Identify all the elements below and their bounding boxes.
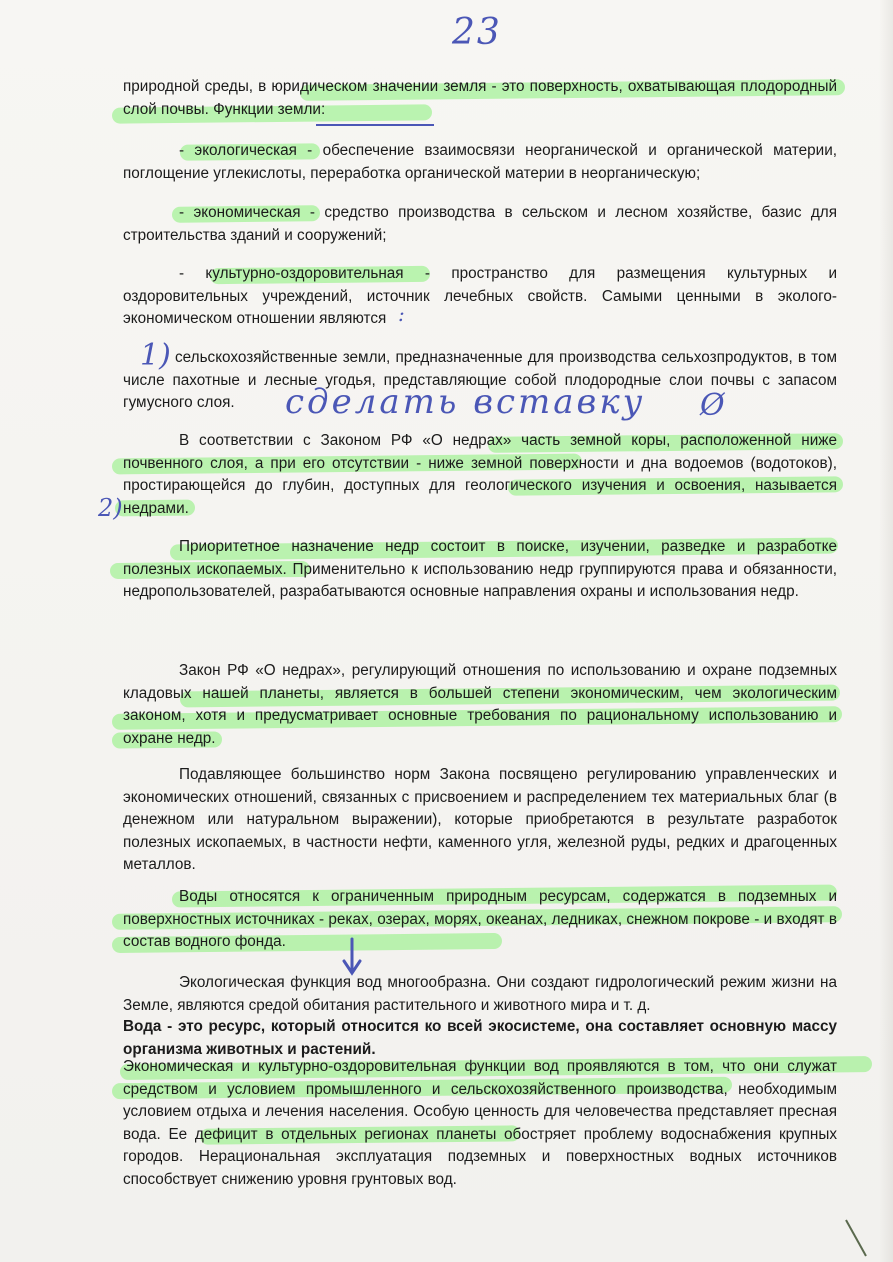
paragraph-cultural-function: - культурно-оздоровительная - пространство для размещения культурных и оздоровительных учреждений, источник лечебных свойств. Самыми ценными в эколого-экономическом отношении являются: [123, 265, 837, 328]
handwritten-number-1: 1): [140, 338, 171, 373]
pen-stroke-icon: [842, 1218, 872, 1258]
paragraph-subsoil-definition: В соответствии с Законом РФ «О недрах» часть земной коры, расположенной ниже почвенного слоя, а при его отсутствии - ниже земной поверхности и дна водоемов (водотоков), простирающейся до глубин, доступных для геологического изучения и освоения, называется недрами.: [123, 432, 837, 517]
paragraph-economic-function: - экономическая - средство производства в сельском и лесном хозяйстве, базис для строительства зданий и сооружений;: [123, 204, 837, 244]
handwritten-page-number: 23: [452, 12, 502, 53]
handwritten-number-2: 2): [98, 494, 123, 522]
paragraph-agricultural-land: сельскохозяйственные земли, предназначенные для производства сельхозпродуктов, в том числе пахотные и лесные угодья, представляющие собой плодородные слои почвы с запасом гумусного слоя.: [123, 349, 837, 412]
paragraph-subsoil-law: Закон РФ «О недрах», регулирующий отношения по использованию и охране подземных кладовых нашей планеты, является в большей степени экономическим, чем экологическим законом, хотя и предусматривает основные требования по рациональному использованию и охране недр.: [123, 662, 837, 747]
handwritten-note-insert: сделать вставку: [285, 382, 646, 422]
handwritten-colon: :: [398, 302, 405, 326]
page-edge-shadow: [879, 0, 893, 1262]
paragraph-law-norms: Подавляющее большинство норм Закона посвящено регулированию управленческих и экономических отношений, связанных с присвоением и распределением тех материальных благ (в денежном или натуральном выражении), которые приобретаются в результате разработок полезных ископаемых, в частности нефти, каменного угля, железной руды, редких и драгоценных металлов.: [123, 766, 837, 874]
handwritten-mark: Ø: [700, 388, 725, 423]
paragraph-water-ecosystem: Вода - это ресурс, который относится ко всей экосистеме, она составляет основную массу организма животных и растений.: [123, 1018, 837, 1058]
paragraph-water-ecological: Экологическая функция вод многообразна. Они создают гидрологический режим жизни на Земле, являются средой обитания растительного и животного мира и т. д.: [123, 974, 837, 1014]
paragraph-water-economic: Экономическая и культурно-оздоровительная функции вод проявляются в том, что они служат средством и условием промышленного и сельскохозяйственного производства, необходимым условием отдыха и лечения населения. Особую ценность для человечества представляет пресная вода. Ее дефицит в отдельных регионах планеты обостряет проблему водоснабжения крупных городов. Нерациональная эксплуатация подземных и поверхностных водных источников способствует снижению уровня грунтовых вод.: [123, 1058, 837, 1188]
pen-underline: [316, 124, 434, 126]
paragraph-water-resources: Воды относятся к ограниченным природным ресурсам, содержатся в подземных и поверхностных источниках - реках, озерах, морях, океанах, ледниках, снежном покрове - и входят в состав водного фонда.: [123, 888, 837, 951]
paragraph-land-definition: природной среды, в юридическом значении земля - это поверхность, охватывающая плодородный слой почвы. Функции земли:: [123, 78, 837, 118]
paragraph-subsoil-purpose: Приоритетное назначение недр состоит в поиске, изучении, разведке и разработке полезных ископаемых. Применительно к использованию недр группируются права и обязанности, недропользователей, разрабатываются основные направления охраны и использования недр.: [123, 538, 837, 601]
paragraph-ecological-function: - экологическая - обеспечение взаимосвязи неорганической и органической материи, поглощение углекислоты, переработка органической материи в неорганическую;: [123, 142, 837, 182]
